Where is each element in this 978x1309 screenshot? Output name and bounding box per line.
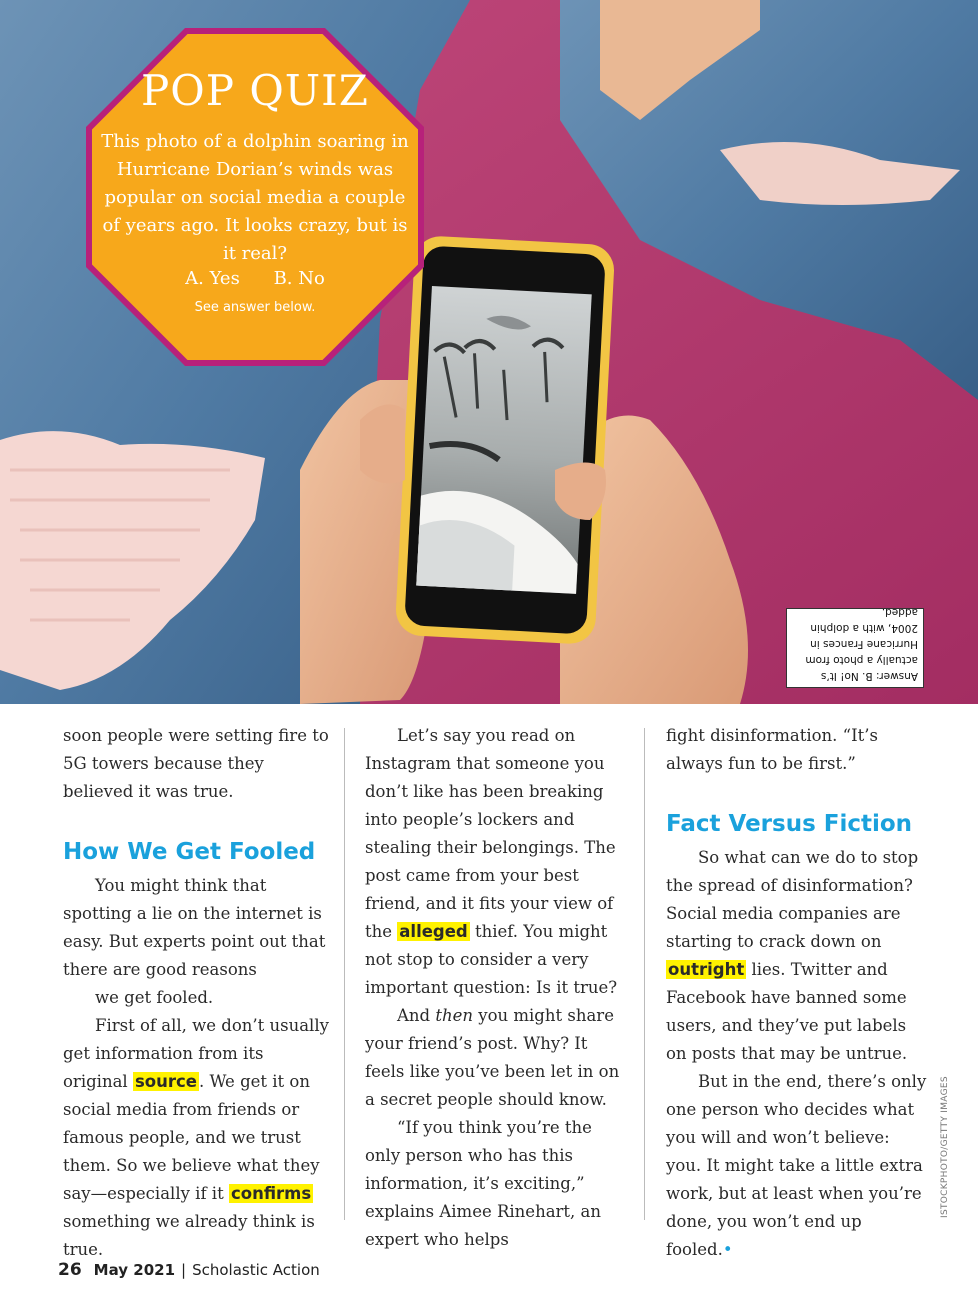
pop-quiz-choices <box>86 268 424 289</box>
paragraph <box>365 1002 627 1114</box>
vocab-highlight: outright <box>668 960 745 979</box>
text-run: And <box>397 1006 436 1025</box>
publication-name: Scholastic Action <box>192 1261 320 1279</box>
vocab-highlight: confirms <box>230 1184 312 1203</box>
vocab-highlight: alleged <box>399 922 468 941</box>
text-run: . We get it on social media from friends or famous people, and we trust them. So we believe what they say—especially if it <box>63 1072 320 1203</box>
issue-date: May 2021 <box>93 1261 176 1279</box>
paragraph <box>666 1068 928 1264</box>
section-heading: How We Get Fooled <box>63 839 316 865</box>
choice-a: A. Yes <box>185 268 240 289</box>
vocab-highlight: source <box>134 1072 197 1091</box>
page-footer <box>58 1260 320 1280</box>
paragraph <box>666 844 928 1068</box>
paragraph: “If you think you’re the only person who has this information, it’s exciting,” explains Aimee Rinehart, an expert who helps <box>365 1118 602 1249</box>
answer-box: Answer: B. No! It’s actually a photo from Hurricane Frances in 2004, with a dolphin added. <box>786 608 924 688</box>
footer-separator: | <box>181 1261 187 1279</box>
pop-quiz-badge <box>86 28 424 366</box>
choice-b: B. No <box>273 268 325 289</box>
text-run: you might share your friend’s post. Why? It feels like you’ve been let in on a secret people should know. <box>365 1006 620 1109</box>
see-answer-note: See answer below. <box>194 300 316 315</box>
end-mark-icon: • <box>722 1240 733 1259</box>
paragraph: we get fooled. <box>95 988 214 1007</box>
text-run: But in the end, there’s only one person who decides what you will and won’t believe: you. It might take a little extra work, but at least when you’re done, you won’t end up fooled. <box>666 1072 927 1259</box>
text-run: Let’s say you read on Instagram that someone you don’t like has been breaking into people’s lockers and stealing their belongings. The post came from your best friend, and it fits your view of the <box>365 726 616 941</box>
page-number: 26 <box>58 1260 82 1280</box>
column-divider <box>644 728 645 1220</box>
column-divider <box>344 728 345 1220</box>
paragraph <box>365 722 627 1002</box>
paragraph: fight disinformation. “It’s always fun to be first.” <box>666 726 878 773</box>
text-run: thief. You might not stop to consider a very important question: Is it true? <box>365 922 618 997</box>
text-run: First of all, we don’t usually get information from its original <box>63 1016 329 1091</box>
text-run: something we already think is true. <box>63 1212 315 1259</box>
paragraph <box>63 1012 333 1264</box>
article-column-1 <box>63 722 333 1264</box>
section-heading: Fact Versus Fiction <box>666 811 913 837</box>
paragraph: soon people were setting fire to 5G towers because they believed it was true. <box>63 726 329 801</box>
text-run: So what can we do to stop the spread of disinformation? Social media companies are starting to crack down on <box>666 848 919 951</box>
photo-credit: ISTOCKPHOTO/GETTY IMAGES <box>940 1076 950 1218</box>
pop-quiz-question: This photo of a dolphin soaring in Hurricane Dorian’s winds was popular on social media a couple of years ago. It looks crazy, but is it real? <box>101 131 409 264</box>
text-run: lies. Twitter and Facebook have banned some users, and they’ve put labels on posts that may be untrue. <box>666 960 908 1063</box>
paragraph: You might think that spotting a lie on the internet is easy. But experts point out that there are good reasons <box>63 876 326 979</box>
article-column-2 <box>365 722 627 1254</box>
emphasis: then <box>435 1006 474 1025</box>
pop-quiz-title: POP QUIZ <box>141 66 369 115</box>
article-column-3 <box>666 722 928 1264</box>
